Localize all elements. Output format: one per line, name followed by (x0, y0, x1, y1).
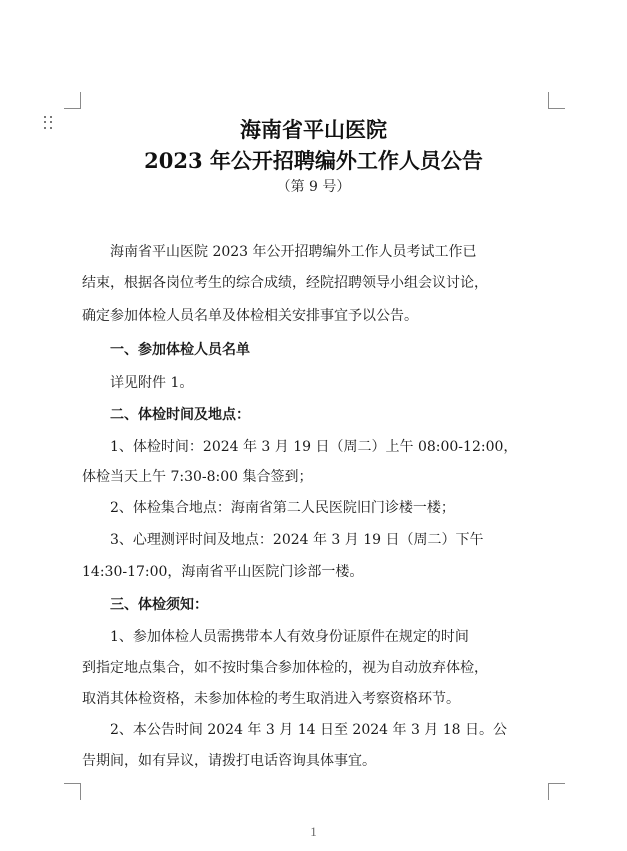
body-line: 14:30-17:00，海南省平山医院门诊部一楼。 (82, 564, 364, 580)
section-heading: 三、体检须知： (110, 597, 208, 613)
margin-mark-top-right (548, 92, 565, 109)
section-heading: 二、体检时间及地点： (110, 407, 250, 423)
body-line: 结束，根据各岗位考生的综合成绩，经院招聘领导小组会议讨论， (82, 275, 488, 291)
body-line: 体检当天上午 7:30-8:00 集合签到； (82, 469, 313, 485)
body-line: 1、体检时间：2024 年 3 月 19 日（周二）上午 08:00-12:00， (110, 439, 518, 455)
body-line: 取消其体检资格，未参加体检的考生取消进入考察资格环节。 (82, 691, 460, 707)
margin-mark-bottom-left (64, 783, 81, 800)
margin-mark-bottom-right (548, 783, 565, 800)
body-line: 2、体检集合地点：海南省第二人民医院旧门诊楼一楼； (110, 500, 455, 516)
section-heading: 一、参加体检人员名单 (110, 342, 250, 358)
issue-number: （第 9 号） (276, 179, 351, 195)
document-subtitle: 2023 年公开招聘编外工作人员公告 (144, 148, 483, 173)
body-line: 2、本公告时间 2024 年 3 月 14 日至 2024 年 3 月 18 日。公 (110, 722, 508, 738)
body-line: 告期间，如有异议，请拨打电话咨询具体事宜。 (82, 753, 376, 769)
page-number: 1 (310, 824, 317, 839)
body-line: 1、参加体检人员需携带本人有效身份证原件在规定的时间 (110, 629, 469, 645)
body-line: 3、心理测评时间及地点：2024 年 3 月 19 日（周二）下午 (110, 532, 484, 548)
margin-mark-top-left (64, 92, 81, 109)
document-title: 海南省平山医院 (240, 117, 387, 142)
body-line: 到指定地点集合，如不按时集合参加体检的，视为自动放弃体检， (82, 660, 488, 676)
body-line: 确定参加体检人员名单及体检相关安排事宜予以公告。 (82, 308, 418, 324)
body-line: 海南省平山医院 2023 年公开招聘编外工作人员考试工作已 (110, 244, 477, 260)
body-line: 详见附件 1。 (110, 375, 194, 391)
